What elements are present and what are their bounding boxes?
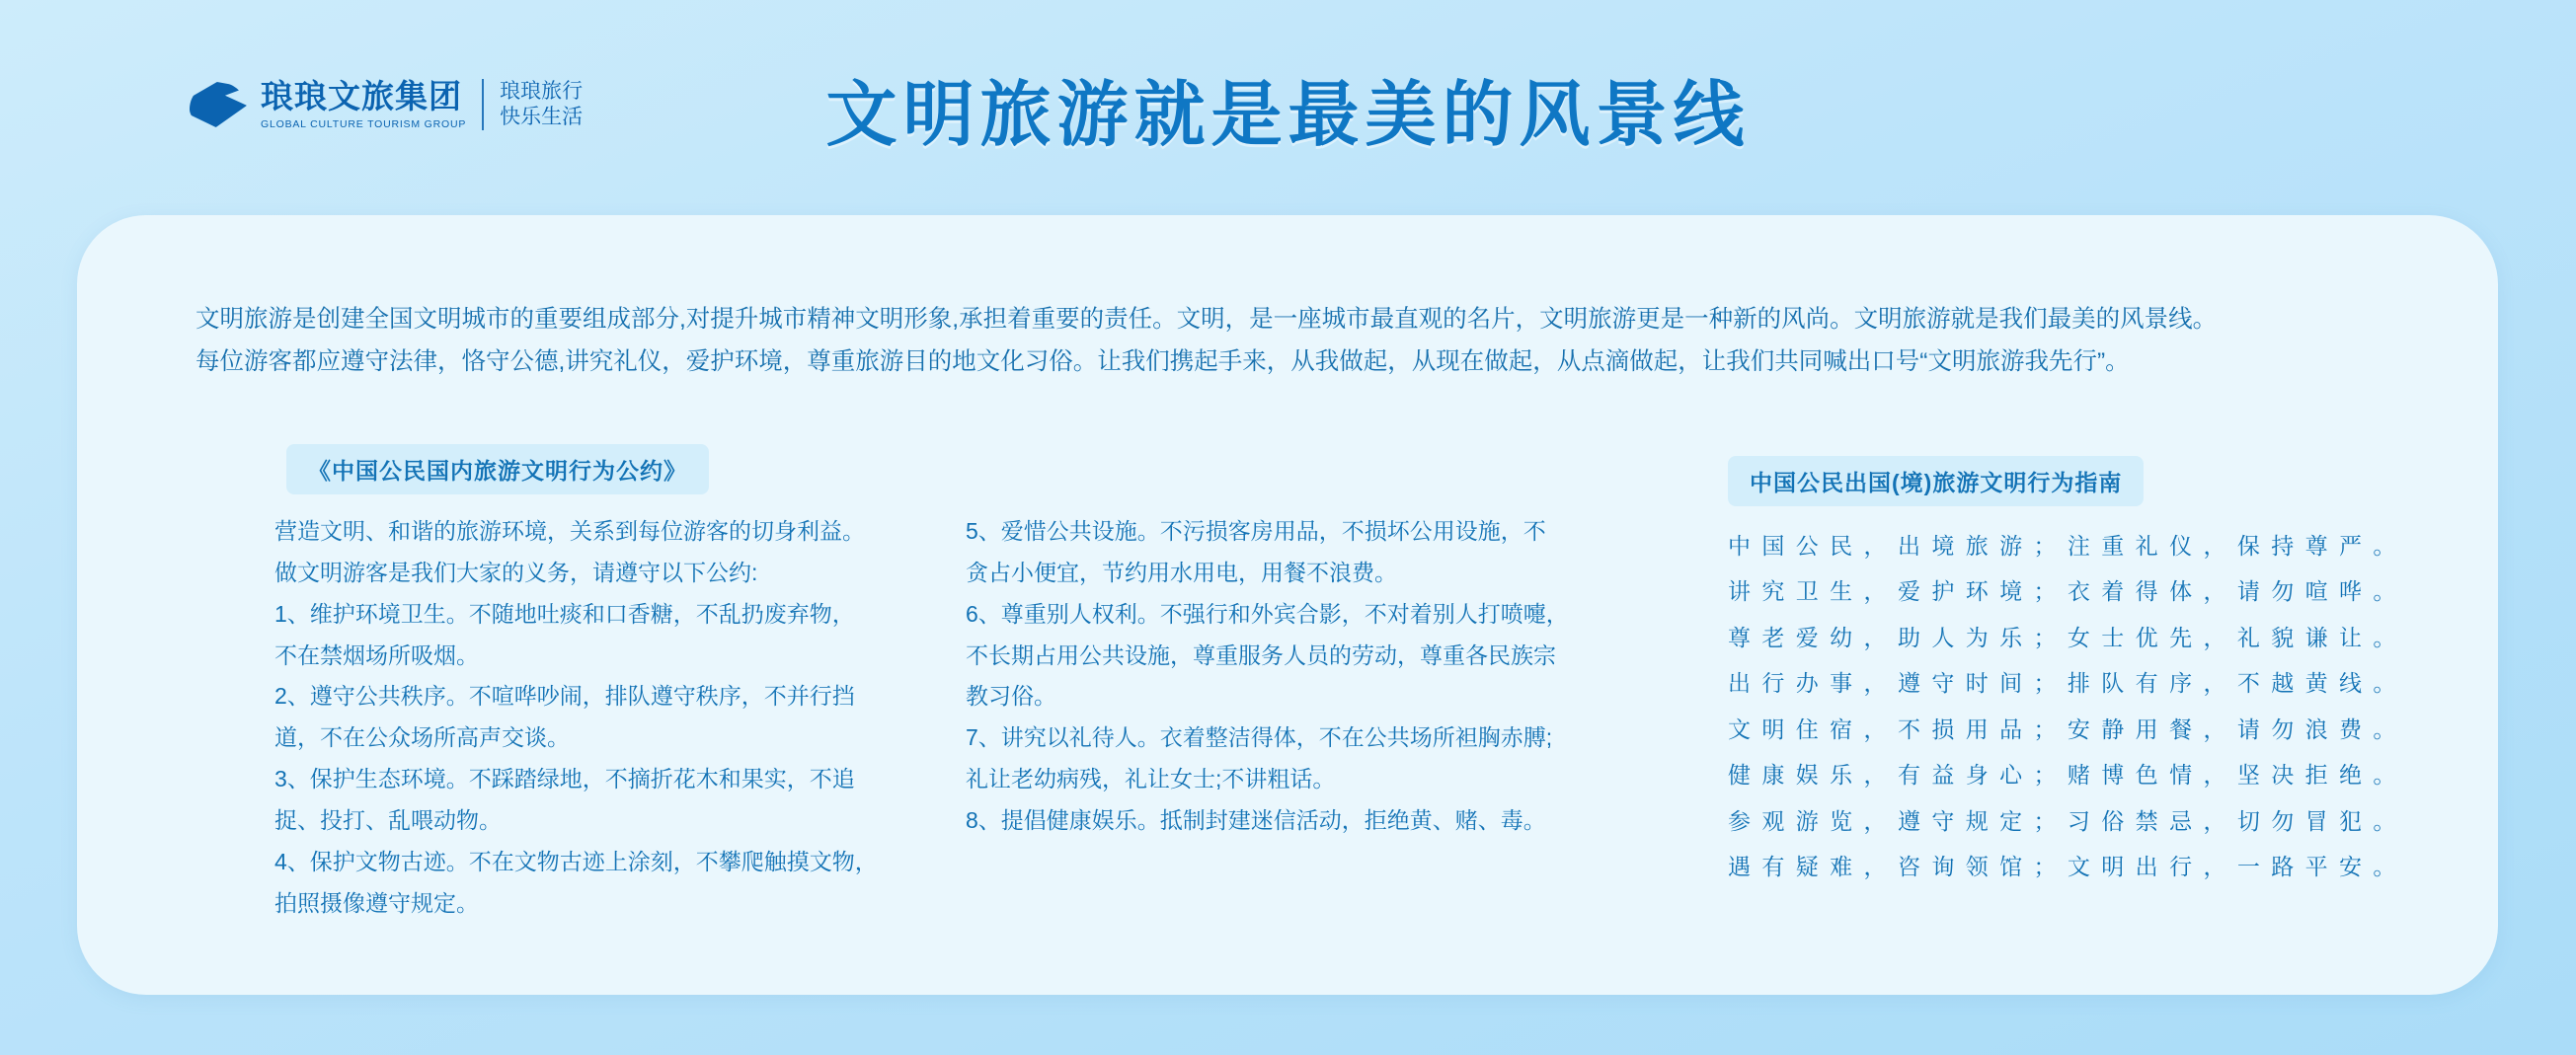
text-line: 教习俗。 (966, 683, 1056, 710)
text-line: 8、提倡健康娱乐。抵制封建迷信活动，拒绝黄、赌、毒。 (966, 807, 1546, 834)
text-line: 文 明 住 宿 ， 不 损 用 品 ； 安 静 用 餐 ， 请 勿 浪 费 。 (1728, 716, 2398, 742)
section-heading-domestic: 《中国公民国内旅游文明行为公约》 (286, 444, 709, 494)
text-line: 参 观 游 览 ， 遵 守 规 定 ； 习 俗 禁 忌 ， 切 勿 冒 犯 。 (1728, 807, 2398, 834)
page-title: 文明旅游就是最美的风景线 (825, 76, 1751, 155)
text-line: 不在禁烟场所吸烟。 (274, 641, 479, 668)
text-line: 2、遵守公共秩序。不喧哗吵闹，排队遵守秩序，不并行挡 (274, 683, 855, 710)
text-line: 不长期占用公共设施，尊重服务人员的劳动，尊重各民族宗 (966, 641, 1556, 668)
content-card (77, 215, 2498, 995)
text-line: 7、讲究以礼待人。衣着整洁得体，不在公共场所袒胸赤膊; (966, 724, 1553, 751)
intro-line-2: 每位游客都应遵守法律，恪守公德,讲究礼仪，爱护环境，尊重旅游目的地文化习俗。让我们携起手来，从我做起，从现在做起，从点滴做起，让我们共同喊出口号“文明旅游我先行”。 (195, 347, 2130, 375)
text-line: 健 康 娱 乐 ， 有 益 身 心 ； 赌 博 色 情 ， 坚 决 拒 绝 。 (1728, 762, 2398, 789)
brand-name-en: GLOBAL CULTURE TOURISM GROUP (261, 118, 467, 131)
text-line: 1、维护环境卫生。不随地吐痰和口香糖，不乱扔废弃物， (274, 600, 855, 627)
brand-name-cn: 琅琅文旅集团 (261, 77, 462, 114)
outbound-guidelines-column (1728, 523, 2409, 890)
section-heading-outbound: 中国公民出国(境)旅游文明行为指南 (1728, 456, 2144, 506)
text-line: 礼让老幼病残，礼让女士;不讲粗话。 (966, 766, 1336, 792)
domestic-column-one (274, 511, 926, 925)
text-line: 营造文明、和谐的旅游环境，关系到每位游客的切身利益。 (274, 518, 865, 544)
text-line: 遇 有 疑 难 ， 咨 询 领 馆 ； 文 明 出 行 ， 一 路 平 安 。 (1728, 854, 2398, 880)
text-line: 中 国 公 民 ， 出 境 旅 游 ； 注 重 礼 仪 ， 保 持 尊 严 。 (1728, 533, 2398, 559)
text-line: 讲 究 卫 生 ， 爱 护 环 境 ； 衣 着 得 体 ， 请 勿 喧 哗 。 (1728, 578, 2398, 605)
text-line: 6、尊重别人权利。不强行和外宾合影，不对着别人打喷嚏， (966, 600, 1569, 627)
text-line: 3、保护生态环境。不踩踏绿地，不摘折花木和果实，不追 (274, 766, 855, 792)
text-line: 4、保护文物古迹。不在文物古迹上涂刻，不攀爬触摸文物， (274, 848, 878, 874)
poster-header (0, 57, 2576, 166)
text-line: 捉、投打、乱喂动物。 (274, 807, 502, 834)
text-line: 拍照摄像遵守规定。 (274, 889, 479, 916)
text-line: 做文明游客是我们大家的义务，请遵守以下公约: (274, 559, 758, 585)
text-line: 道，不在公众场所高声交谈。 (274, 724, 570, 751)
brand-slogan-line1: 琅琅旅行 (500, 79, 584, 103)
text-line: 出 行 办 事 ， 遵 守 时 间 ； 排 队 有 序 ， 不 越 黄 线 。 (1728, 670, 2398, 697)
intro-line-1: 文明旅游是创建全国文明城市的重要组成部分,对提升城市精神文明形象,承担着重要的责任。文明，是一座城市最直观的名片，文明旅游更是一种新的风尚。文明旅游就是我们最美的风景线。 (195, 306, 2218, 333)
text-line: 贪占小便宜，节约用水用电，用餐不浪费。 (966, 559, 1397, 585)
domestic-column-two (966, 511, 1637, 842)
text-line: 尊 老 爱 幼 ， 助 人 为 乐 ； 女 士 优 先 ， 礼 貌 谦 让 。 (1728, 624, 2398, 650)
intro-paragraph (195, 299, 2378, 384)
text-line: 5、爱惜公共设施。不污损客房用品，不损坏公用设施，不 (966, 518, 1546, 544)
brand-slogan-line2: 快乐生活 (500, 106, 584, 128)
